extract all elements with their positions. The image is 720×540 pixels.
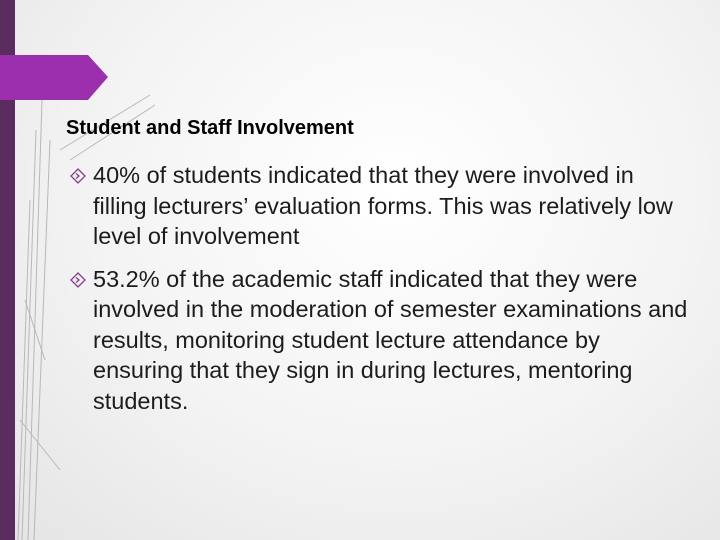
bullet-list <box>70 160 690 428</box>
bullet-item <box>70 264 690 417</box>
bullet-text: 40% of students indicated that they were involved in filling lecturers’ evaluation forms. This was relatively low level of involvement <box>93 162 673 249</box>
bullet-text: 53.2% of the academic staff indicated that they were involved in the moderation of semester examinations and results, monitoring student lecture attendance by ensuring that they sign in during lectures, mentoring students. <box>93 265 688 414</box>
bullet-item <box>70 160 690 252</box>
diamond-bullet-icon <box>70 168 86 184</box>
slide-title: Student and Staff Involvement <box>66 117 354 139</box>
diamond-bullet-icon <box>70 272 86 288</box>
